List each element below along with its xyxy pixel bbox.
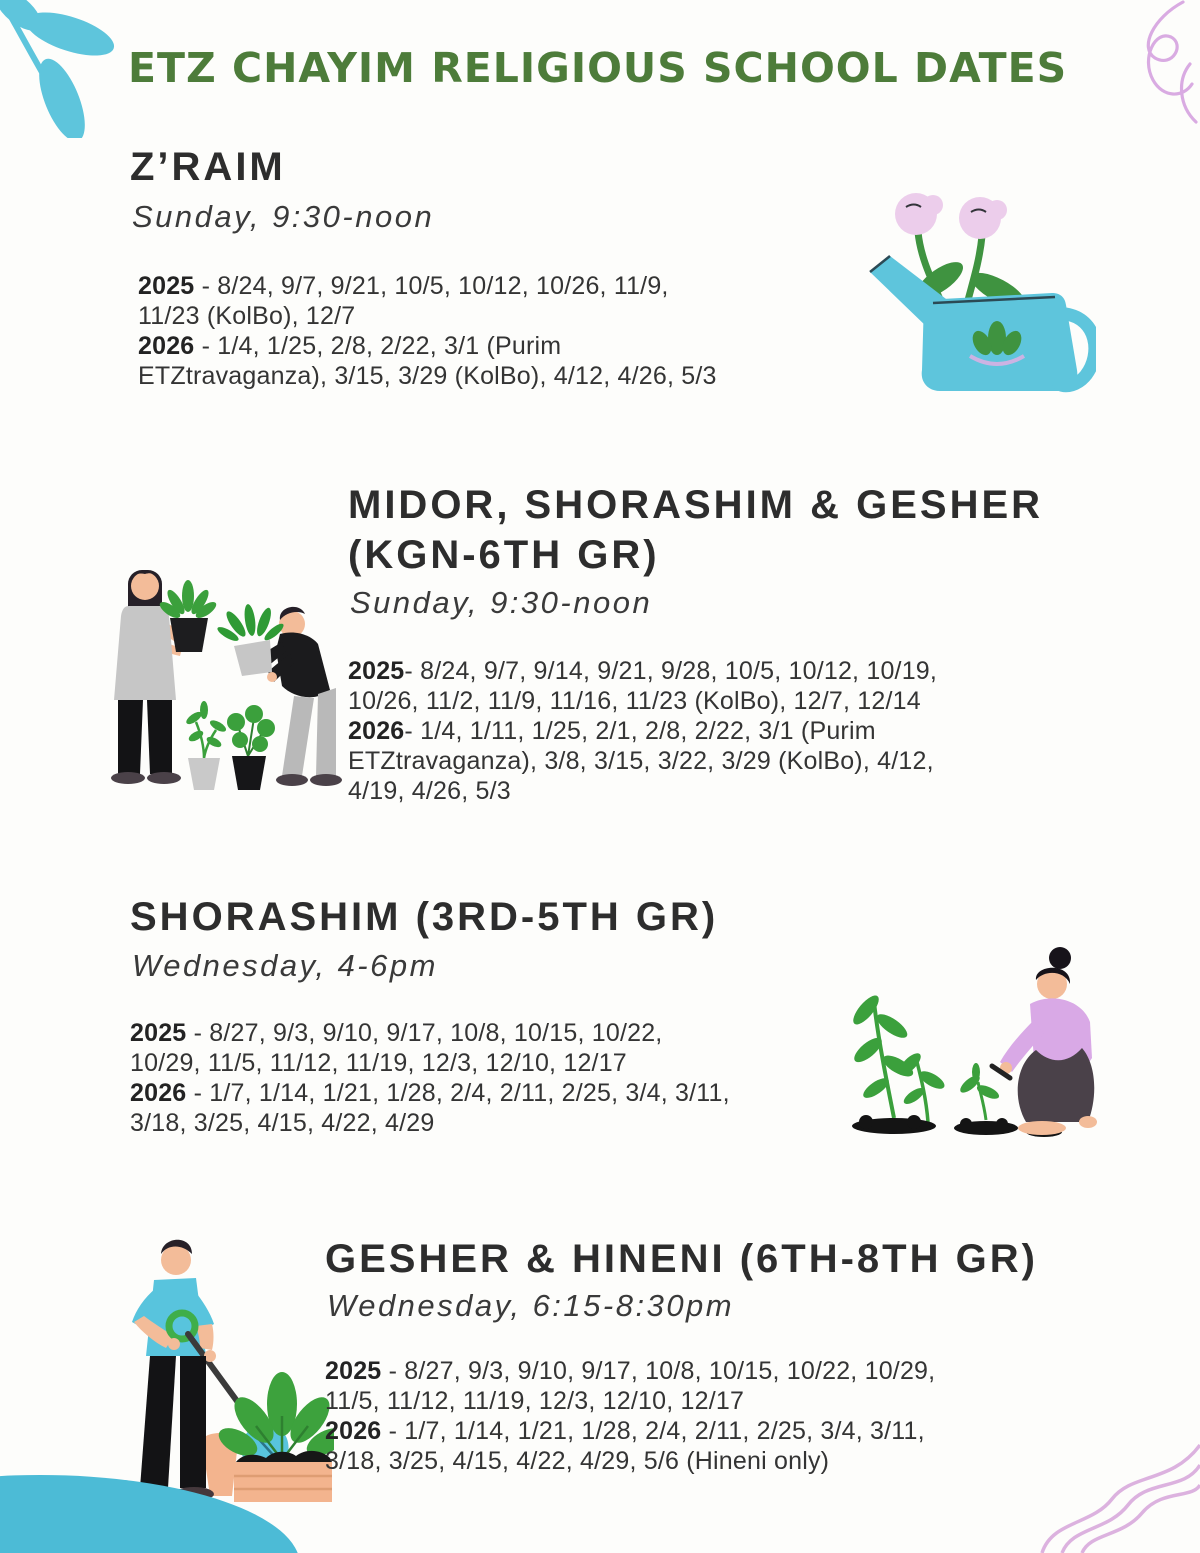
dates-2025 <box>138 271 723 331</box>
section-4-schedule: Wednesday, 6:15-8:30pm <box>327 1288 735 1323</box>
dates-2026 <box>138 331 723 391</box>
watering-can-tulips-icon <box>856 180 1096 394</box>
dates-2025 <box>130 1018 730 1078</box>
dates-text: - 1/7, 1/14, 1/21, 1/28, 2/4, 2/11, 2/25, 3/4, 3/11, 3/18, 3/25, 4/15, 4/22, 4/29, 5/6 (Hineni only) <box>325 1417 925 1475</box>
section-4-heading: GESHER & HINENI (6TH-8TH GR) <box>325 1237 1038 1281</box>
section-3-heading: SHORASHIM (3RD-5TH GR) <box>130 895 719 939</box>
section-1-dates <box>138 271 723 391</box>
section-3-schedule: Wednesday, 4-6pm <box>132 948 438 983</box>
dates-text: - 8/24, 9/7, 9/14, 9/21, 9/28, 10/5, 10/12, 10/19, 10/26, 11/2, 11/9, 11/16, 11/23 (KolBo), 12/7, 12/14 <box>348 657 938 715</box>
dates-text: - 1/4, 1/25, 2/8, 2/22, 3/1 (Purim ETZtravaganza), 3/15, 3/29 (KolBo), 4/12, 4/26, 5/3 <box>138 332 717 390</box>
section-1-schedule: Sunday, 9:30-noon <box>132 199 435 234</box>
year-label: 2025 <box>130 1019 187 1047</box>
wavy-lines-icon <box>1022 1403 1200 1553</box>
people-holding-potted-plants-icon <box>84 550 352 792</box>
dates-text: - 1/4, 1/11, 1/25, 2/1, 2/8, 2/22, 3/1 (Purim ETZtravaganza), 3/8, 3/15, 3/22, 3/29 (KolBo), 4/12, 4/19, 4/26, 5/3 <box>348 717 934 805</box>
year-label: 2026 <box>138 332 195 360</box>
dates-text: - 1/7, 1/14, 1/21, 1/28, 2/4, 2/11, 2/25, 3/4, 3/11, 3/18, 3/25, 4/15, 4/22, 4/29 <box>130 1079 730 1137</box>
page-title: ETZ CHAYIM RELIGIOUS SCHOOL DATES <box>128 44 1068 92</box>
dates-2026 <box>325 1416 980 1476</box>
section-1-heading: Z’RAIM <box>130 145 286 189</box>
dates-text: - 8/24, 9/7, 9/21, 10/5, 10/12, 10/26, 11/9, 11/23 (KolBo), 12/7 <box>138 272 669 330</box>
year-label: 2026 <box>130 1079 187 1107</box>
year-label: 2025 <box>348 657 405 685</box>
section-3-dates <box>130 1018 730 1138</box>
year-label: 2026 <box>348 717 405 745</box>
woman-planting-seedling-icon <box>836 938 1104 1150</box>
dates-2025 <box>348 656 978 716</box>
dates-2026 <box>348 716 978 806</box>
man-digging-shovel-icon <box>82 1230 334 1518</box>
section-2-heading: MIDOR, SHORASHIM & GESHER (KGN-6TH GR) <box>348 483 1044 577</box>
dates-text: - 8/27, 9/3, 9/10, 9/17, 10/8, 10/15, 10/22, 10/29, 11/5, 11/12, 11/19, 12/3, 12/10, 12/17 <box>325 1357 936 1415</box>
year-label: 2025 <box>138 272 195 300</box>
year-label: 2026 <box>325 1417 382 1445</box>
dates-text: - 8/27, 9/3, 9/10, 9/17, 10/8, 10/15, 10/22, 10/29, 11/5, 11/12, 11/19, 12/3, 12/10, 12/17 <box>130 1019 663 1077</box>
year-label: 2025 <box>325 1357 382 1385</box>
section-4-dates <box>325 1356 980 1476</box>
dates-2025 <box>325 1356 980 1416</box>
section-2-schedule: Sunday, 9:30-noon <box>350 585 653 620</box>
dates-2026 <box>130 1078 730 1138</box>
section-2-dates <box>348 656 978 806</box>
flower-doodle-icon <box>1095 0 1200 140</box>
